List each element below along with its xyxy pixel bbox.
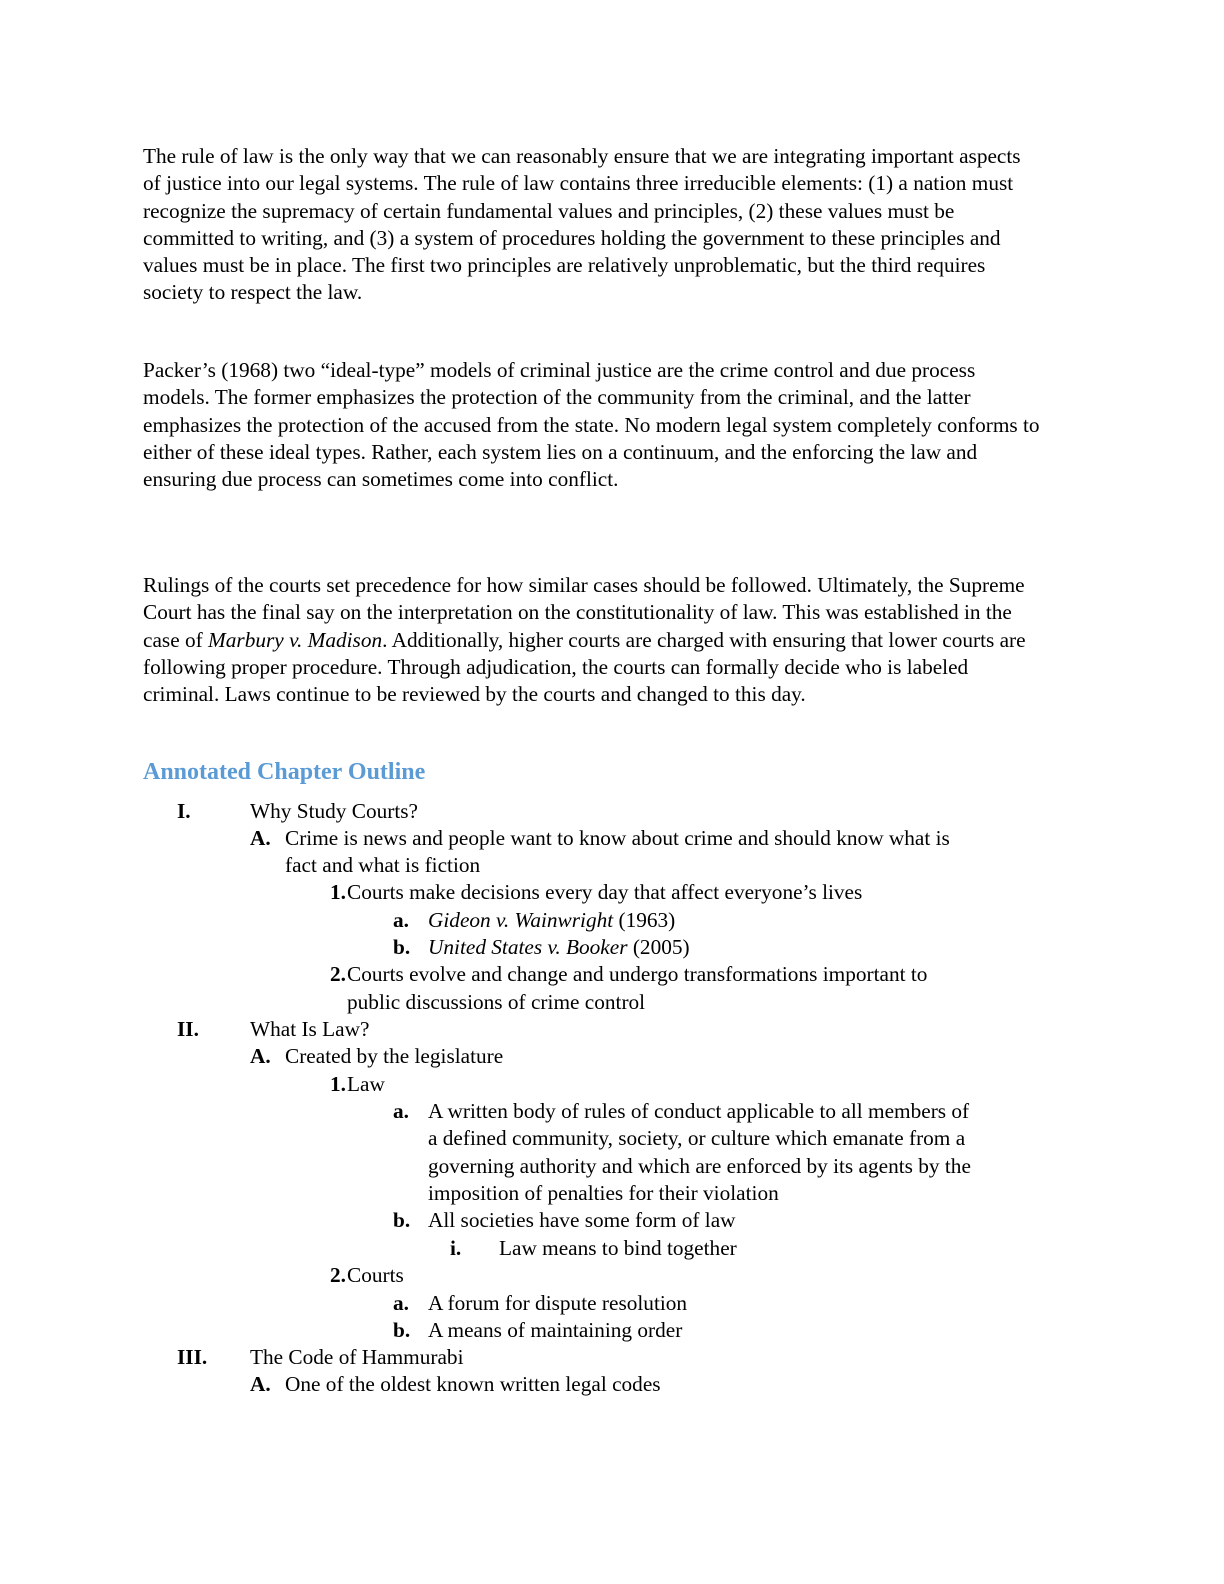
- section-heading: Annotated Chapter Outline: [143, 759, 426, 785]
- outline-marker: 2.: [330, 962, 346, 986]
- outline-text: governing authority and which are enforced by its agents by the: [428, 1154, 971, 1178]
- outline-text: [428, 934, 690, 961]
- paragraph-court-rulings: [143, 572, 1043, 708]
- outline-marker: A.: [250, 826, 271, 850]
- outline-text: Why Study Courts?: [250, 799, 419, 823]
- outline-text: Courts make decisions every day that affect everyone’s lives: [347, 880, 863, 904]
- case-year: (2005): [627, 935, 690, 959]
- outline-marker: a.: [393, 1099, 409, 1123]
- outline-text: A written body of rules of conduct applicable to all members of: [428, 1099, 970, 1123]
- outline-marker: II.: [177, 1017, 199, 1041]
- outline-marker: a.: [393, 908, 409, 932]
- case-year: (1963): [613, 908, 676, 932]
- outline-text: All societies have some form of law: [428, 1208, 736, 1232]
- outline-marker: 2.: [330, 1263, 346, 1287]
- outline-text: What Is Law?: [250, 1017, 370, 1041]
- outline-marker: 1.: [330, 1072, 346, 1096]
- paragraph-rule-of-law: The rule of law is the only way that we can reasonably ensure that we are integrating important aspects of justice into our legal systems. The rule of law contains three irreducible elements: (1) a nation must recognize the supremacy of certain fundamental values and principles, (2) these values must be committed to writing, and (3) a system of procedures holding the government to these principles and values must be in place. The first two principles are relatively unproblematic, but the third requires society to respect the law.: [143, 144, 1021, 305]
- outline-text: a defined community, society, or culture which emanate from a: [428, 1126, 966, 1150]
- outline-marker: A.: [250, 1044, 271, 1068]
- outline-text: imposition of penalties for their violation: [428, 1181, 779, 1205]
- outline-text: Law: [347, 1072, 385, 1096]
- outline-text: fact and what is fiction: [285, 853, 481, 877]
- outline-text: Law means to bind together: [499, 1236, 737, 1260]
- outline-text: A means of maintaining order: [428, 1318, 683, 1342]
- outline-marker: i.: [450, 1236, 462, 1260]
- case-name: United States v. Booker: [428, 935, 628, 959]
- paragraph-text: Rulings of the courts set precedence for how similar cases should be followed. Ultimately, the Supreme Court has the final say on the interpretation on the constitutionality of law. This was established in the case of: [143, 573, 1025, 652]
- paragraph-packer-models: Packer’s (1968) two “ideal-type” models of criminal justice are the crime control and due process models. The former emphasizes the protection of the community from the criminal, and the latter emphasizes the protection of the accused from the state. No modern legal system completely conforms to either of these ideal types. Rather, each system lies on a continuum, and the enforcing the law and ensuring due process can sometimes come into conflict.: [143, 358, 1040, 492]
- paragraph-text: . Additionally, higher courts are charged with ensuring that lower courts are following proper procedure. Through adjudication, the courts can formally decide who is labeled criminal. Laws continue to be reviewed by the courts and changed to this day.: [143, 627, 1026, 707]
- outline-text: A forum for dispute resolution: [428, 1291, 688, 1315]
- outline-text: Courts: [347, 1263, 404, 1287]
- case-name: Gideon v. Wainwright: [428, 908, 614, 932]
- outline-marker: III.: [177, 1345, 208, 1369]
- outline-text: [428, 907, 675, 934]
- outline-text: Crime is news and people want to know about crime and should know what is: [285, 826, 950, 850]
- outline-text: public discussions of crime control: [347, 990, 646, 1014]
- outline-marker: I.: [177, 799, 191, 823]
- outline-marker: b.: [393, 1208, 411, 1232]
- outline-text: The Code of Hammurabi: [250, 1345, 464, 1369]
- case-name: Marbury v. Madison: [208, 627, 383, 652]
- outline-text: Created by the legislature: [285, 1044, 504, 1068]
- outline-marker: a.: [393, 1291, 409, 1315]
- outline-marker: A.: [250, 1372, 271, 1396]
- outline-marker: b.: [393, 1318, 411, 1342]
- outline-text: Courts evolve and change and undergo transformations important to: [347, 962, 928, 986]
- outline-marker: 1.: [330, 880, 346, 904]
- outline-text: One of the oldest known written legal codes: [285, 1372, 661, 1396]
- outline-marker: b.: [393, 935, 411, 959]
